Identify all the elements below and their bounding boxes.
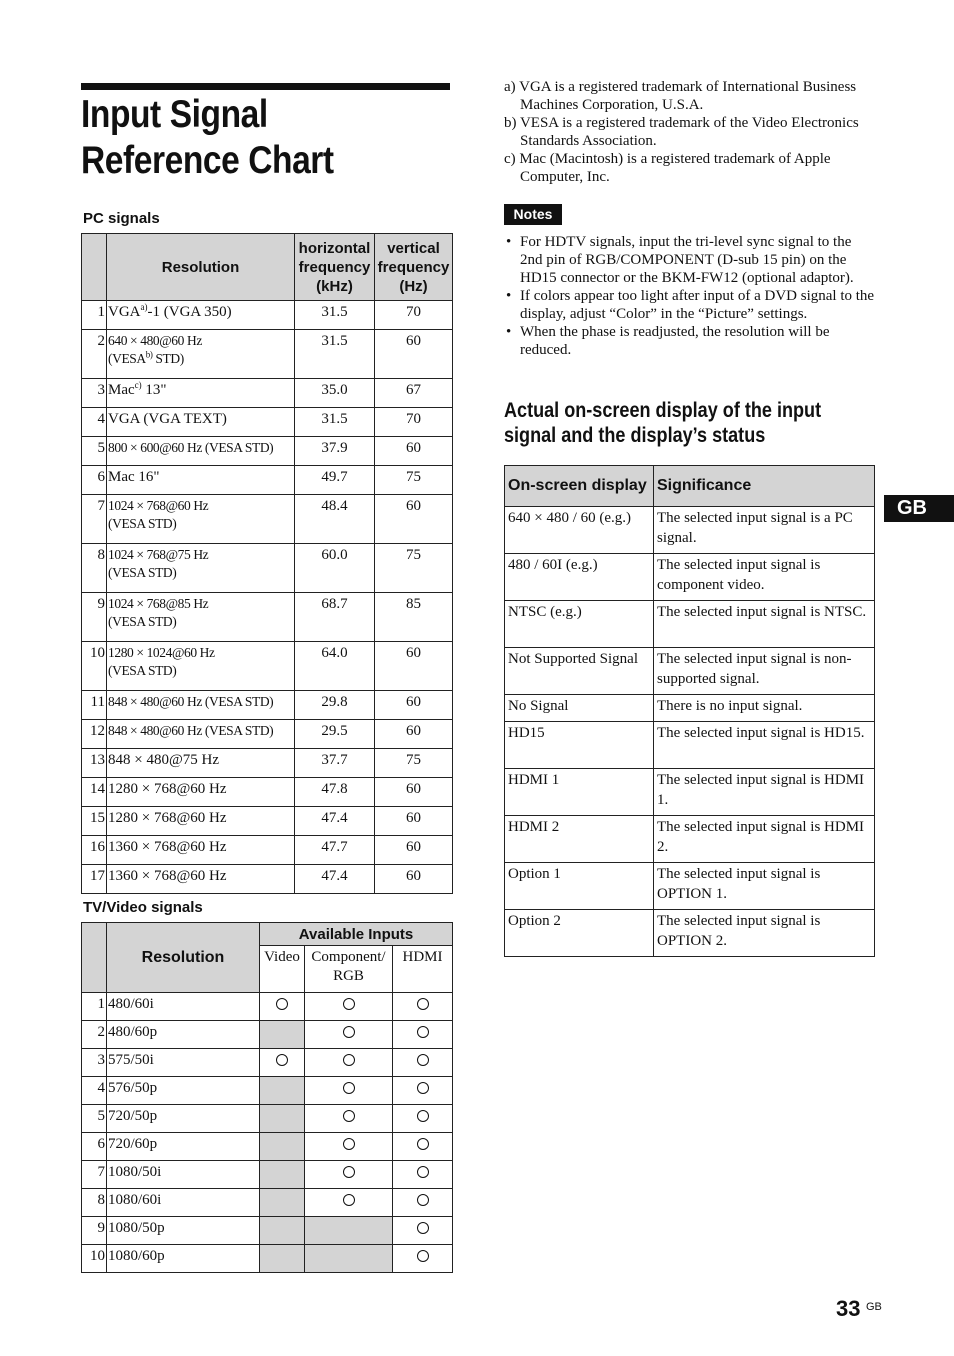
osd-significance-cell: The selected input signal is a PC signal. (654, 507, 875, 554)
page-number: 33 (836, 1296, 861, 1321)
horizontal-frequency: 35.0 (295, 379, 375, 408)
osd-display-cell: No Signal (505, 695, 654, 722)
table-row (82, 1189, 453, 1217)
pc-col-number (82, 234, 107, 301)
table-row (505, 601, 875, 648)
tv-col-available: Available Inputs (260, 923, 453, 946)
note-item: • When the phase is readjusted, the resolution will be reduced. (504, 323, 876, 359)
hdmi-support-cell (393, 1105, 453, 1133)
row-number: 6 (82, 466, 107, 495)
resolution-text: 1024 × 768@85 Hz (108, 596, 209, 611)
resolution-line (108, 838, 294, 856)
table-row (82, 807, 453, 836)
available-circle-icon (417, 998, 429, 1010)
resolution-cell: 1080/60p (107, 1245, 260, 1273)
horizontal-frequency: 31.5 (295, 301, 375, 330)
table-row (82, 993, 453, 1021)
table-row (505, 863, 875, 910)
tv-signals-table (81, 922, 453, 1273)
table-row (505, 507, 875, 554)
pc-col-resolution: Resolution (107, 234, 295, 301)
resolution-line (108, 867, 294, 885)
resolution-line (108, 381, 294, 399)
table-row (505, 722, 875, 769)
osd-display-cell: Option 2 (505, 910, 654, 957)
resolution-text: 1024 × 768@60 Hz (108, 498, 209, 513)
pc-col-horizontal: horizontal frequency (kHz) (295, 234, 375, 301)
resolution-cell (107, 408, 295, 437)
resolution-text: 1024 × 768@75 Hz (108, 547, 209, 562)
trademark-ref: b) (145, 349, 153, 360)
resolution-cell (107, 807, 295, 836)
osd-table (504, 465, 875, 957)
available-circle-icon (343, 1054, 355, 1066)
table-row (82, 1105, 453, 1133)
resolution-text: 640 × 480@60 Hz (108, 333, 202, 348)
resolution-cell: 1080/60i (107, 1189, 260, 1217)
hdmi-support-cell (393, 1133, 453, 1161)
resolution-line (108, 468, 294, 486)
resolution-text: VGA (VGA TEXT) (108, 411, 227, 427)
osd-display-cell: HDMI 1 (505, 769, 654, 816)
vertical-frequency: 60 (375, 807, 453, 836)
available-circle-icon (417, 1138, 429, 1150)
table-row (82, 1049, 453, 1077)
resolution-text: 1360 × 768@60 Hz (108, 839, 227, 855)
hdmi-support-cell (393, 1189, 453, 1217)
row-number: 12 (82, 720, 107, 749)
resolution-cell: 575/50i (107, 1049, 260, 1077)
video-support-cell (260, 1189, 305, 1217)
hdmi-support-cell (393, 1217, 453, 1245)
available-circle-icon (343, 1138, 355, 1150)
osd-section-title: Actual on-screen display of the input signal and the display’s status (504, 399, 822, 447)
component-support-cell (305, 1245, 393, 1273)
row-number: 3 (82, 1049, 107, 1077)
video-support-cell (260, 1217, 305, 1245)
footnote-b: b) VESA is a registered trademark of the Video Electronics Standards Association. (504, 115, 859, 149)
resolution-cell (107, 749, 295, 778)
row-number: 7 (82, 495, 107, 544)
resolution-line (108, 595, 294, 613)
available-circle-icon (417, 1026, 429, 1038)
resolution-text: 1280 × 768@60 Hz (108, 810, 227, 826)
osd-display-cell: HD15 (505, 722, 654, 769)
table-row (82, 544, 453, 593)
resolution-cell (107, 301, 295, 330)
vertical-frequency: 67 (375, 379, 453, 408)
vertical-frequency: 85 (375, 593, 453, 642)
row-number: 13 (82, 749, 107, 778)
trademark-ref: c) (134, 380, 142, 390)
table-row (82, 593, 453, 642)
resolution-cell: 1080/50i (107, 1161, 260, 1189)
row-number: 4 (82, 1077, 107, 1105)
language-tab: GB (884, 495, 954, 522)
table-row (505, 769, 875, 816)
available-circle-icon (417, 1222, 429, 1234)
row-number: 2 (82, 1021, 107, 1049)
vertical-frequency: 60 (375, 720, 453, 749)
available-circle-icon (417, 1110, 429, 1122)
resolution-cell: 480/60p (107, 1021, 260, 1049)
table-row (505, 648, 875, 695)
table-row (82, 1133, 453, 1161)
video-support-cell (260, 1133, 305, 1161)
table-row (82, 437, 453, 466)
resolution-line (108, 613, 294, 631)
row-number: 8 (82, 544, 107, 593)
table-row (82, 301, 453, 330)
resolution-cell: 720/50p (107, 1105, 260, 1133)
pc-signals-label: PC signals (83, 210, 160, 227)
component-support-cell (305, 1049, 393, 1077)
table-row (82, 836, 453, 865)
table-row (82, 720, 453, 749)
row-number: 6 (82, 1133, 107, 1161)
horizontal-frequency: 68.7 (295, 593, 375, 642)
footnotes (504, 78, 884, 186)
available-circle-icon (343, 1194, 355, 1206)
table-row (82, 466, 453, 495)
available-circle-icon (276, 1054, 288, 1066)
row-number: 5 (82, 437, 107, 466)
osd-significance-cell: The selected input signal is NTSC. (654, 601, 875, 648)
available-circle-icon (343, 998, 355, 1010)
component-support-cell (305, 1077, 393, 1105)
resolution-cell (107, 642, 295, 691)
osd-significance-cell: The selected input signal is OPTION 1. (654, 863, 875, 910)
resolution-text: (VESA (108, 351, 146, 366)
resolution-cell (107, 330, 295, 379)
resolution-text: 1280 × 768@60 Hz (108, 781, 227, 797)
component-support-cell (305, 1217, 393, 1245)
available-circle-icon (417, 1194, 429, 1206)
osd-significance-cell: There is no input signal. (654, 695, 875, 722)
tv-signals-body (82, 993, 453, 1273)
vertical-frequency: 60 (375, 330, 453, 379)
pc-signals-table (81, 233, 453, 894)
row-number: 5 (82, 1105, 107, 1133)
resolution-text: 13" (141, 382, 167, 398)
vertical-frequency: 75 (375, 466, 453, 495)
tv-col-video: Video (260, 946, 305, 993)
table-row (82, 1161, 453, 1189)
resolution-cell (107, 836, 295, 865)
horizontal-frequency: 47.7 (295, 836, 375, 865)
vertical-frequency: 70 (375, 301, 453, 330)
row-number: 11 (82, 691, 107, 720)
row-number: 14 (82, 778, 107, 807)
resolution-line (108, 439, 294, 457)
vertical-frequency: 60 (375, 437, 453, 466)
table-row (82, 495, 453, 544)
resolution-cell: 576/50p (107, 1077, 260, 1105)
component-support-cell (305, 1021, 393, 1049)
osd-display-cell: Not Supported Signal (505, 648, 654, 695)
vertical-frequency: 60 (375, 642, 453, 691)
horizontal-frequency: 37.7 (295, 749, 375, 778)
vertical-frequency: 75 (375, 749, 453, 778)
resolution-text: 848 × 480@75 Hz (108, 752, 220, 768)
resolution-cell (107, 379, 295, 408)
resolution-line (108, 350, 294, 368)
available-circle-icon (343, 1166, 355, 1178)
available-circle-icon (417, 1082, 429, 1094)
resolution-cell: 720/60p (107, 1133, 260, 1161)
osd-body (505, 507, 875, 957)
horizontal-frequency: 31.5 (295, 330, 375, 379)
available-circle-icon (417, 1250, 429, 1262)
horizontal-frequency: 37.9 (295, 437, 375, 466)
osd-display-cell: Option 1 (505, 863, 654, 910)
resolution-cell (107, 865, 295, 894)
notes-list (504, 233, 876, 359)
table-row (82, 865, 453, 894)
resolution-cell (107, 466, 295, 495)
osd-significance-cell: The selected input signal is HD15. (654, 722, 875, 769)
resolution-text: 800 × 600@60 Hz (VESA STD) (108, 440, 274, 455)
horizontal-frequency: 31.5 (295, 408, 375, 437)
resolution-cell: 1080/50p (107, 1217, 260, 1245)
resolution-text: 1280 × 1024@60 Hz (108, 645, 215, 660)
footnote-a: a) VGA is a registered trademark of International Business Machines Corporation, U.S.A. (504, 79, 857, 113)
table-row (505, 816, 875, 863)
resolution-line (108, 546, 294, 564)
component-support-cell (305, 993, 393, 1021)
table-row (82, 691, 453, 720)
row-number: 9 (82, 593, 107, 642)
resolution-text: -1 (VGA 350) (147, 304, 232, 320)
component-support-cell (305, 1189, 393, 1217)
osd-significance-cell: The selected input signal is HDMI 1. (654, 769, 875, 816)
resolution-text: 848 × 480@60 Hz (VESA STD) (108, 723, 274, 738)
horizontal-frequency: 64.0 (295, 642, 375, 691)
resolution-line (108, 303, 294, 321)
video-support-cell (260, 1021, 305, 1049)
available-circle-icon (343, 1082, 355, 1094)
horizontal-frequency: 47.4 (295, 865, 375, 894)
hdmi-support-cell (393, 1161, 453, 1189)
hdmi-support-cell (393, 1245, 453, 1273)
resolution-cell (107, 495, 295, 544)
osd-col-display: On-screen display (505, 466, 654, 507)
hdmi-support-cell (393, 1077, 453, 1105)
resolution-text: 848 × 480@60 Hz (VESA STD) (108, 694, 274, 709)
table-row (505, 695, 875, 722)
tv-signals-label: TV/Video signals (83, 899, 203, 916)
table-row (82, 1077, 453, 1105)
osd-col-significance: Significance (654, 466, 875, 507)
component-support-cell (305, 1105, 393, 1133)
hdmi-support-cell (393, 1049, 453, 1077)
resolution-line (108, 515, 294, 533)
resolution-line (108, 751, 294, 769)
table-row (82, 408, 453, 437)
table-row (82, 1217, 453, 1245)
vertical-frequency: 60 (375, 691, 453, 720)
available-circle-icon (343, 1110, 355, 1122)
video-support-cell (260, 1245, 305, 1273)
page-suffix: GB (866, 1301, 882, 1313)
tv-col-resolution: Resolution (107, 923, 260, 993)
horizontal-frequency: 48.4 (295, 495, 375, 544)
row-number: 3 (82, 379, 107, 408)
available-circle-icon (343, 1026, 355, 1038)
table-row (82, 1245, 453, 1273)
resolution-cell (107, 691, 295, 720)
row-number: 2 (82, 330, 107, 379)
vertical-frequency: 60 (375, 778, 453, 807)
tv-col-number (82, 923, 107, 993)
horizontal-frequency: 29.5 (295, 720, 375, 749)
notes-badge: Notes (504, 204, 562, 225)
vertical-frequency: 60 (375, 836, 453, 865)
row-number: 1 (82, 993, 107, 1021)
resolution-line (108, 809, 294, 827)
resolution-text: (VESA STD) (108, 516, 177, 531)
hdmi-support-cell (393, 1021, 453, 1049)
video-support-cell (260, 1077, 305, 1105)
component-support-cell (305, 1133, 393, 1161)
vertical-frequency: 75 (375, 544, 453, 593)
available-circle-icon (417, 1166, 429, 1178)
row-number: 1 (82, 301, 107, 330)
resolution-line (108, 497, 294, 515)
osd-significance-cell: The selected input signal is HDMI 2. (654, 816, 875, 863)
resolution-line (108, 564, 294, 582)
osd-display-cell: NTSC (e.g.) (505, 601, 654, 648)
table-row (82, 778, 453, 807)
note-item: • For HDTV signals, input the tri-level sync signal to the 2nd pin of RGB/COMPONENT (D-sub 15 pin) on the HD15 connector or the BKM-FW12 (optional adaptor). (504, 233, 876, 287)
horizontal-frequency: 49.7 (295, 466, 375, 495)
resolution-text: STD) (152, 351, 184, 366)
video-support-cell (260, 1105, 305, 1133)
resolution-text: Mac 16" (108, 469, 160, 485)
row-number: 7 (82, 1161, 107, 1189)
row-number: 17 (82, 865, 107, 894)
table-row (505, 554, 875, 601)
available-circle-icon (417, 1054, 429, 1066)
osd-significance-cell: The selected input signal is component video. (654, 554, 875, 601)
osd-display-cell: 640 × 480 / 60 (e.g.) (505, 507, 654, 554)
resolution-cell (107, 593, 295, 642)
vertical-frequency: 60 (375, 495, 453, 544)
osd-display-cell: HDMI 2 (505, 816, 654, 863)
tv-col-hdmi: HDMI (393, 946, 453, 993)
table-row (82, 1021, 453, 1049)
video-support-cell (260, 993, 305, 1021)
row-number: 10 (82, 1245, 107, 1273)
resolution-text: Mac (108, 382, 135, 398)
osd-significance-cell: The selected input signal is non-supported signal. (654, 648, 875, 695)
resolution-line (108, 662, 294, 680)
horizontal-frequency: 47.4 (295, 807, 375, 836)
table-row (82, 642, 453, 691)
resolution-line (108, 693, 294, 711)
resolution-cell (107, 544, 295, 593)
table-row (82, 379, 453, 408)
resolution-cell (107, 720, 295, 749)
osd-display-cell: 480 / 60I (e.g.) (505, 554, 654, 601)
resolution-cell: 480/60i (107, 993, 260, 1021)
available-circle-icon (276, 998, 288, 1010)
resolution-line (108, 780, 294, 798)
resolution-line (108, 722, 294, 740)
resolution-text: 1360 × 768@60 Hz (108, 868, 227, 884)
horizontal-frequency: 47.8 (295, 778, 375, 807)
page-title: Input Signal Reference Chart (81, 93, 334, 182)
table-row (82, 749, 453, 778)
horizontal-frequency: 60.0 (295, 544, 375, 593)
table-row (505, 910, 875, 957)
component-support-cell (305, 1161, 393, 1189)
row-number: 15 (82, 807, 107, 836)
row-number: 10 (82, 642, 107, 691)
video-support-cell (260, 1049, 305, 1077)
resolution-text: (VESA STD) (108, 663, 177, 678)
row-number: 9 (82, 1217, 107, 1245)
hdmi-support-cell (393, 993, 453, 1021)
horizontal-frequency: 29.8 (295, 691, 375, 720)
resolution-line (108, 410, 294, 428)
trademark-ref: a) (140, 302, 148, 312)
resolution-line (108, 644, 294, 662)
row-number: 4 (82, 408, 107, 437)
pc-signals-body (82, 301, 453, 894)
row-number: 8 (82, 1189, 107, 1217)
tv-col-component: Component/ RGB (305, 946, 393, 993)
video-support-cell (260, 1161, 305, 1189)
osd-significance-cell: The selected input signal is OPTION 2. (654, 910, 875, 957)
table-row (82, 330, 453, 379)
title-rule (81, 83, 450, 90)
resolution-text: VGA (108, 304, 141, 320)
resolution-text: (VESA STD) (108, 565, 177, 580)
resolution-cell (107, 437, 295, 466)
row-number: 16 (82, 836, 107, 865)
pc-col-vertical: vertical frequency (Hz) (375, 234, 453, 301)
footnote-c: c) Mac (Macintosh) is a registered trademark of Apple Computer, Inc. (504, 151, 831, 185)
vertical-frequency: 60 (375, 865, 453, 894)
resolution-line (108, 332, 294, 350)
resolution-text: (VESA STD) (108, 614, 177, 629)
vertical-frequency: 70 (375, 408, 453, 437)
note-item: • If colors appear too light after input of a DVD signal to the display, adjust “Color” in the “Picture” settings. (504, 287, 876, 323)
resolution-cell (107, 778, 295, 807)
